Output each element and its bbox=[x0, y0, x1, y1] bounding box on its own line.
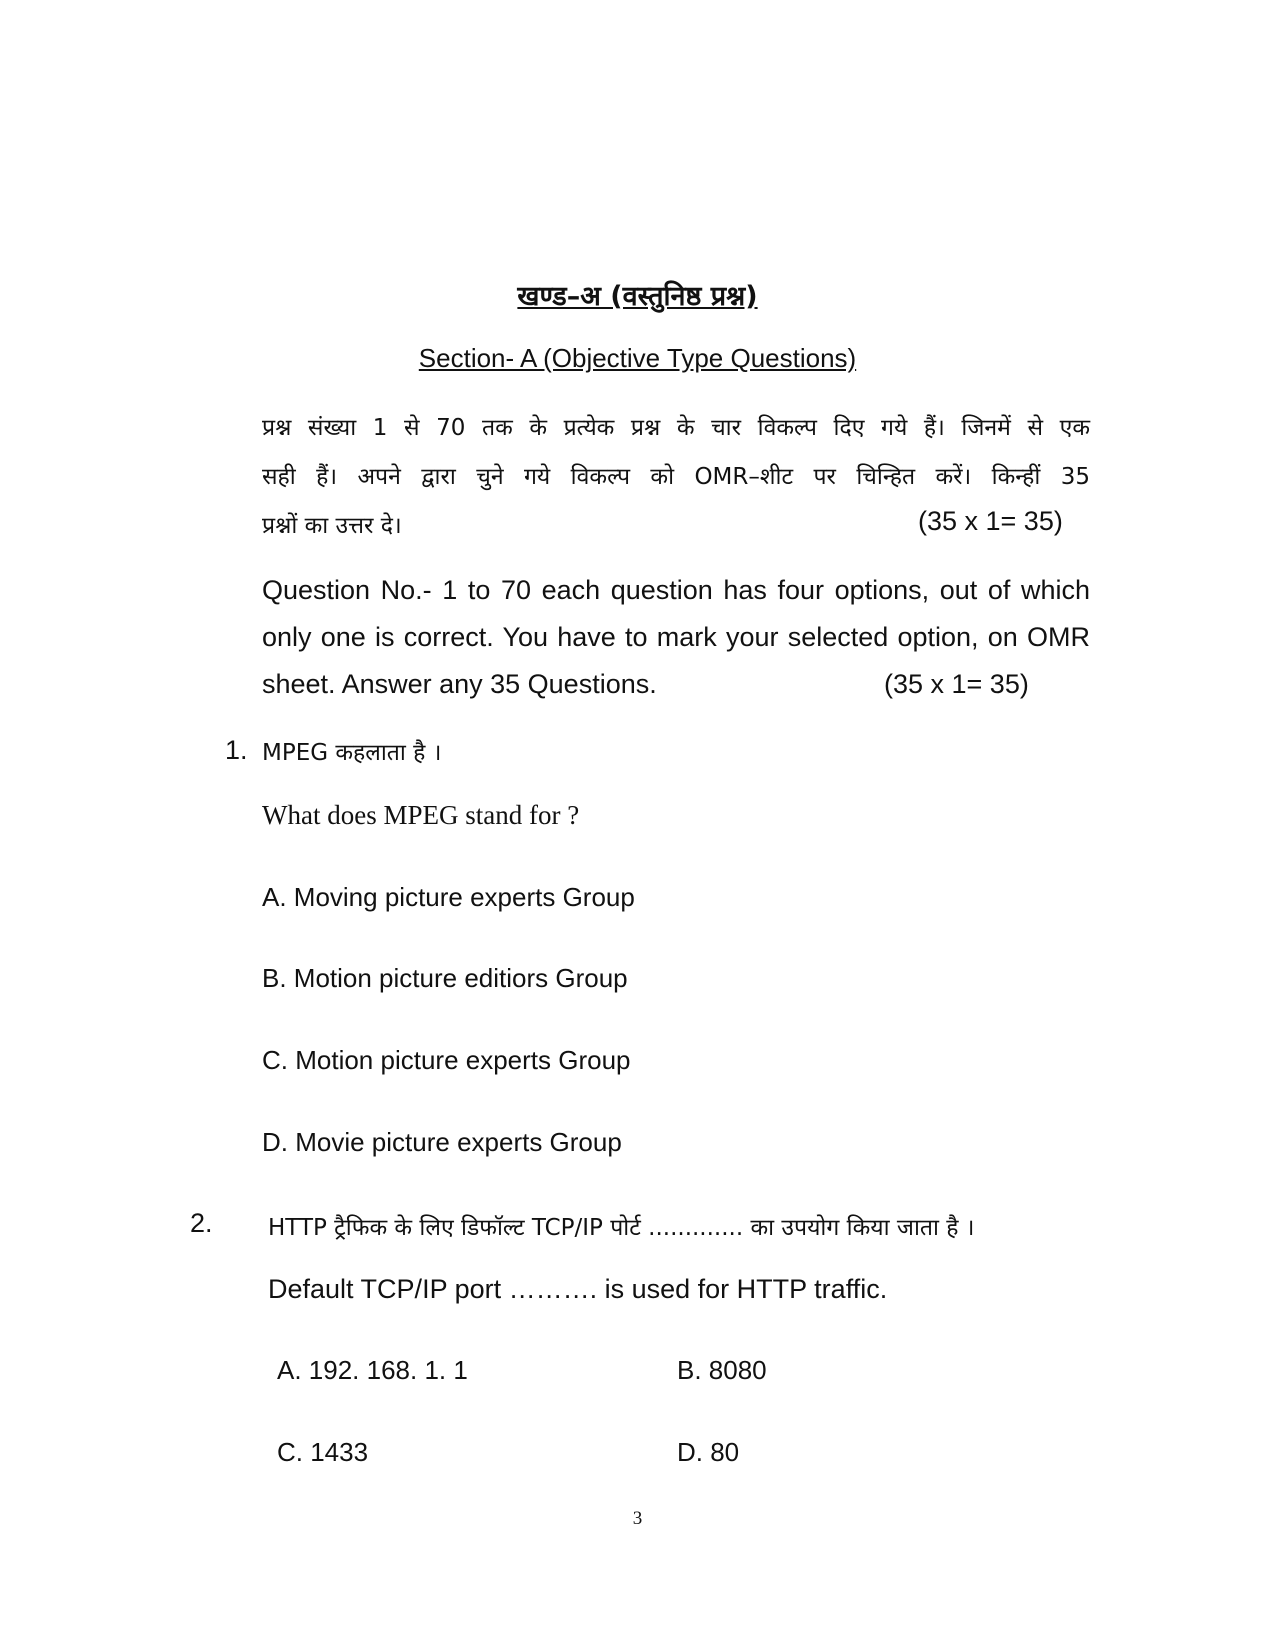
instruction-hindi-marks: (35 x 1= 35) bbox=[918, 506, 1063, 536]
question-2-english: Default TCP/IP port ………. is used for HTTP traffic. bbox=[268, 1274, 888, 1304]
question-2-option-d[interactable]: D. 80 bbox=[677, 1437, 740, 1467]
question-1-option-c[interactable]: C. Motion picture experts Group bbox=[262, 1045, 631, 1075]
section-title-hindi: खण्ड–अ (वस्तुनिष्ठ प्रश्न) bbox=[517, 281, 758, 312]
question-1-number: 1. bbox=[225, 735, 248, 765]
question-1-option-a[interactable]: A. Moving picture experts Group bbox=[262, 882, 635, 912]
instruction-hindi-line-3: प्रश्नों का उत्तर दे। bbox=[262, 513, 402, 539]
question-2-number: 2. bbox=[190, 1208, 213, 1238]
question-1-english: What does MPEG stand for ? bbox=[262, 800, 580, 830]
question-1-hindi-text: MPEG कहलाता है । bbox=[262, 740, 442, 766]
instruction-hindi-line-1: प्रश्न संख्या 1 से 70 तक के प्रत्येक प्रश्न के चार विकल्प दिए गये हैं। जिनमें से एक bbox=[262, 415, 1090, 441]
section-title-english: Section- A (Objective Type Questions) bbox=[418, 343, 857, 373]
question-1-hindi bbox=[262, 735, 441, 767]
question-1-option-d[interactable]: D. Movie picture experts Group bbox=[262, 1127, 622, 1157]
question-2-option-a[interactable]: A. 192. 168. 1. 1 bbox=[277, 1355, 468, 1385]
instruction-english-line-1: Question No.- 1 to 70 each question has four options, out of which bbox=[262, 575, 1090, 605]
question-2-hindi: HTTP ट्रैफिक के लिए डिफॉल्ट TCP/IP पोर्ट ............. का उपयोग किया जाता है । bbox=[268, 1215, 975, 1241]
instruction-english-line-2: only one is correct. You have to mark your selected option, on OMR bbox=[262, 622, 1090, 652]
question-1-option-b[interactable]: B. Motion picture editiors Group bbox=[262, 963, 628, 993]
instruction-english-marks: (35 x 1= 35) bbox=[884, 669, 1029, 699]
instruction-english-line-3: sheet. Answer any 35 Questions. bbox=[262, 669, 657, 699]
instruction-hindi-line-2: सही हैं। अपने द्वारा चुने गये विकल्प को OMR–शीट पर चिन्हित करें। किन्हीं 35 bbox=[262, 464, 1090, 490]
question-2-option-b[interactable]: B. 8080 bbox=[677, 1355, 767, 1385]
page-number: 3 bbox=[632, 1508, 643, 1529]
question-2-option-c[interactable]: C. 1433 bbox=[277, 1437, 369, 1467]
